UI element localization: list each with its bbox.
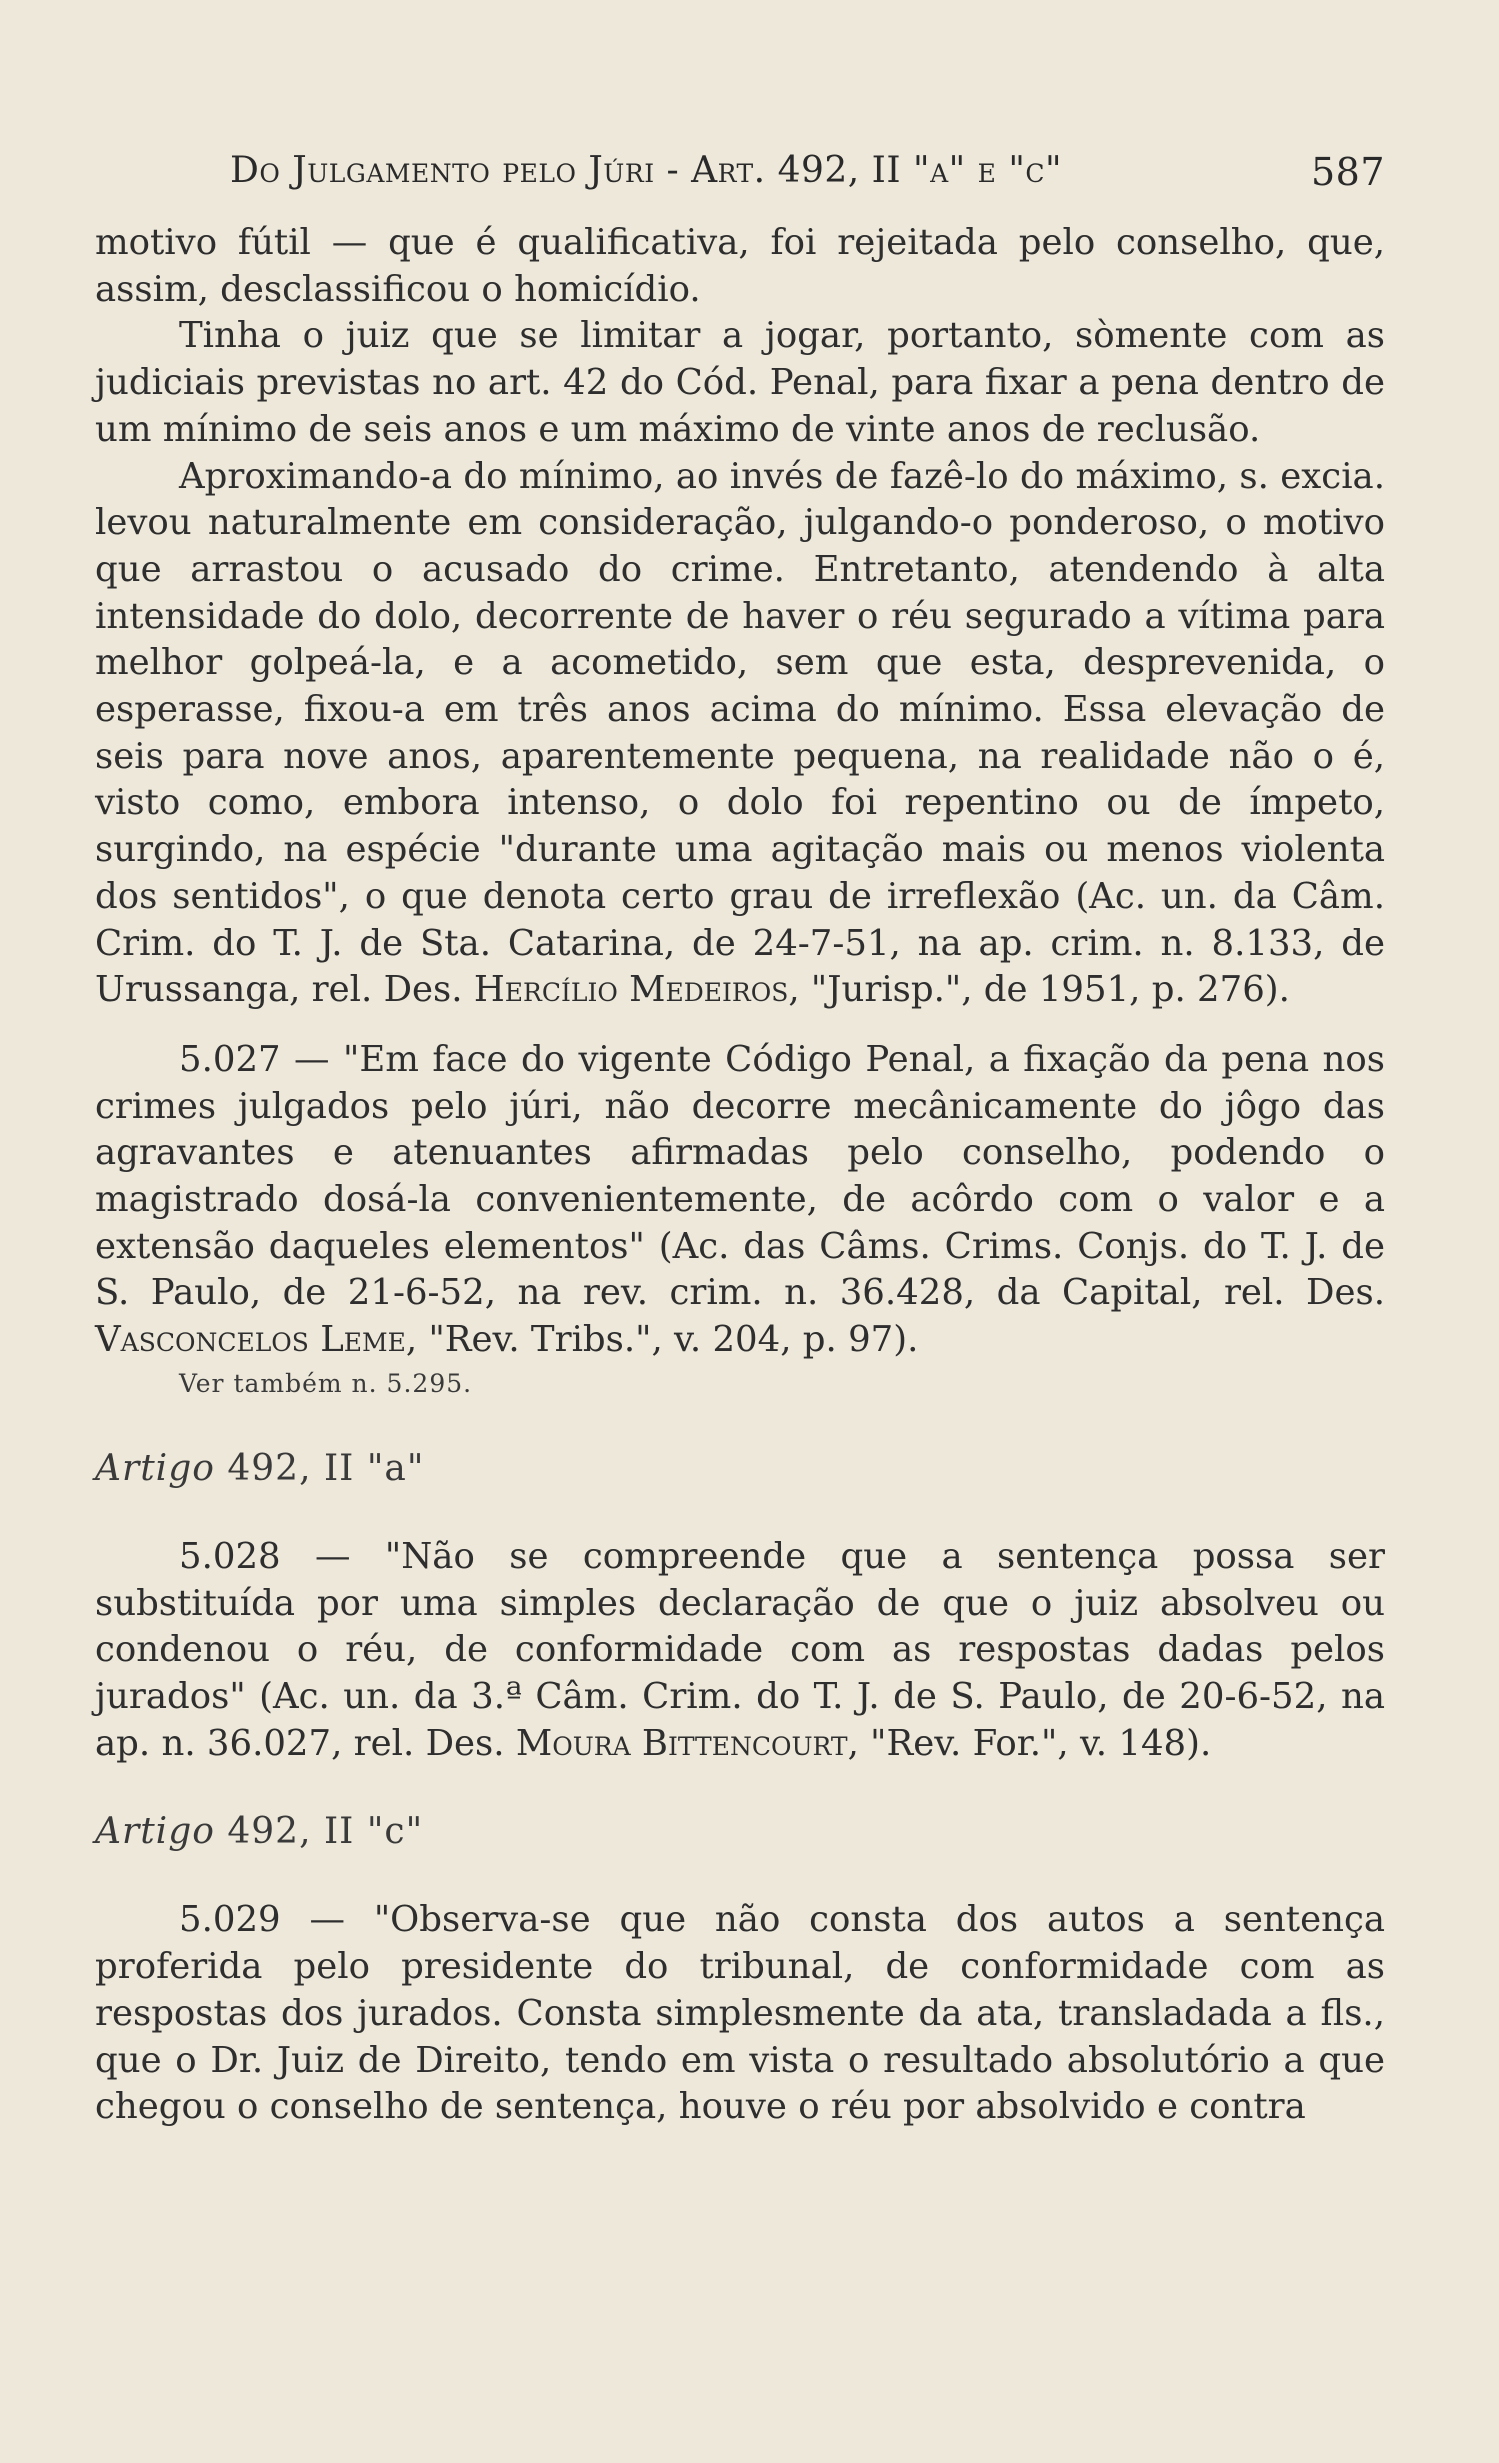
paragraph-5027-text: 5.027 — "Em face do vigente Código Penal, a fixação da pena nos crimes julgados pelo júri, não decorre mecânicamente do jôgo das agravantes e atenuantes afirmadas pelo conselho, podendo o magistrado dosá-la convenientemente, de acôrdo com o valor e a extensão daqueles elementos" (Ac. das Câms. Crims. Conjs. do T. J. de S. Paulo, de 21-6-52, na rev. crim. n. 36.428, da Capital, rel. Des. (95, 1038, 1385, 1314)
paragraph-5027 (95, 1037, 1385, 1364)
paragraph-approximation-text: Aproximando-a do mínimo, ao invés de fazê-lo do máximo, s. excia. levou naturalmente em consideração, julgando-o ponderoso, o motivo que arrastou o acusado do crime. Entretanto, atendendo à alta intensidade do dolo, decorrente de haver o réu segurado a vítima para melhor golpeá-la, e a acometido, sem que esta, desprevenida, o esperasse, fixou-a em três anos acima do mínimo. Essa elevação de seis para nove anos, aparentemente pequena, na realidade não o é, visto como, embora intenso, o dolo foi repentino ou de ímpeto, surgindo, na espécie "durante uma agitação mais ou menos violenta dos sentidos", o que denota certo grau de irreflexão (Ac. un. da Câm. Crim. do T. J. de Sta. Catarina, de 24-7-51, na ap. crim. n. 8.133, de Urussanga, rel. Des. (95, 455, 1385, 1011)
running-head (95, 140, 1385, 220)
judge-name-hercilio: Hercílio Medeiros (473, 969, 789, 1011)
paragraph-5029: 5.029 — "Observa-se que não consta dos autos a sentença proferida pelo presidente do tribunal, de conformidade com as respostas dos jurados. Consta simplesmente da ata, transladada a fls., que o Dr. Juiz de Direito, tendo em vista o resultado absolutório a que chegou o conselho de sentença, houve o réu por absolvido e contra (95, 1899, 1385, 2128)
page-number: 587 (1310, 150, 1385, 194)
section-heading-art-492-a (95, 1446, 1385, 1492)
running-head-title: Do Julgamento pelo Júri - Art. 492, II "a" e "c" (230, 150, 1063, 191)
paragraph-approximation (95, 454, 1385, 1014)
paragraph-5028-citation: , "Rev. For.", v. 148). (847, 1722, 1212, 1764)
section-heading-c-word: Artigo (95, 1811, 215, 1853)
section-heading-art-492-c (95, 1809, 1385, 1855)
section-heading-c-rest: 492, II "c" (227, 1811, 424, 1853)
judge-name-moura: Moura Bittencourt (515, 1722, 848, 1764)
body-text (95, 220, 1385, 2131)
paragraph-5027-citation: , "Rev. Tribs.", v. 204, p. 97). (405, 1319, 919, 1361)
book-page (95, 140, 1385, 2131)
judge-name-vasconcelos: Vasconcelos Leme (95, 1319, 406, 1361)
paragraph-approximation-citation: , "Jurisp.", de 1951, p. 276). (788, 969, 1290, 1011)
paragraph-5028-text: 5.028 — "Não se compreende que a sentença possa ser substituída por uma simples declaração de que o juiz absolveu ou condenou o réu, de conformidade com as respostas dadas pelos jurados" (Ac. un. da 3.ª Câm. Crim. do T. J. de S. Paulo, de 20-6-52, na ap. n. 36.027, rel. Des. (95, 1535, 1385, 1764)
paragraph-5028 (95, 1534, 1385, 1768)
see-also-note: Ver também n. 5.295. (179, 1368, 473, 1398)
section-heading-a-rest: 492, II "a" (227, 1447, 425, 1489)
section-heading-a-word: Artigo (95, 1447, 215, 1489)
paragraph-judge-limits: Tinha o juiz que se limitar a jogar, portanto, sòmente com as judiciais previstas no art. 42 do Cód. Penal, para fixar a pena dentro de um mínimo de seis anos e um máximo de vinte anos de reclusão. (95, 315, 1385, 450)
paragraph-continuation: motivo fútil — que é qualificativa, foi rejeitada pelo conselho, que, assim, desclassificou o homicídio. (95, 222, 1385, 310)
